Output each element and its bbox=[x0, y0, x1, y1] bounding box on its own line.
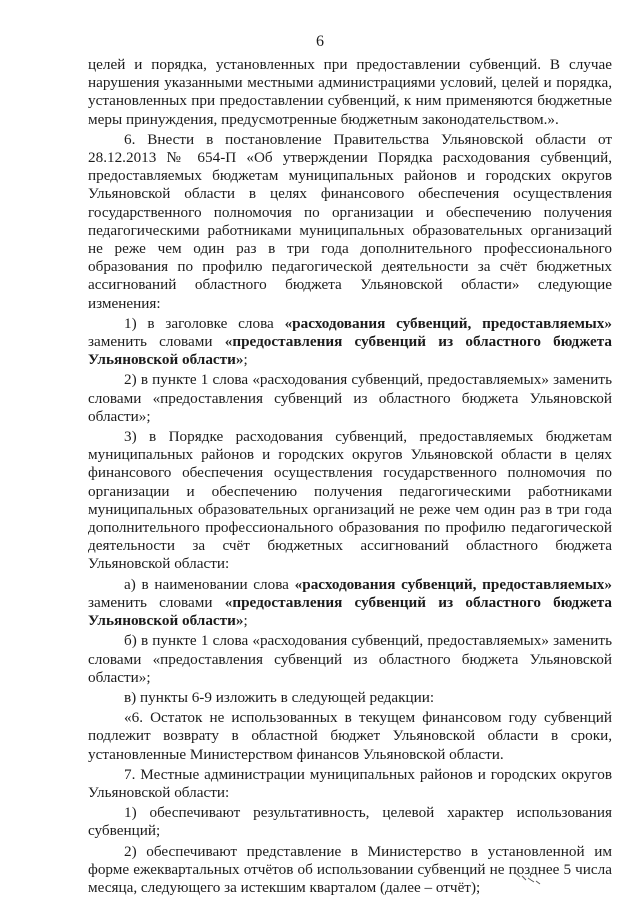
page-number: 6 bbox=[316, 33, 324, 50]
text-fragment: ; bbox=[243, 351, 248, 369]
text-fragment: 1) в заголовке слова bbox=[124, 314, 285, 332]
paragraph-continuation: целей и порядка, установленных при предоставлении субвенций. В случае нарушения указанными местными администрациями условий, целей и порядка, установленных при предоставлении субвенций, к ним применяются бюджетные меры принуждения, предусмотренные бюджетным законодательством.». bbox=[88, 56, 612, 128]
paragraph-change-2: 2) в пункте 1 слова «расходования субвенций, предоставляемых» заменить словами «предоставления субвенций из областного бюджета Ульяновской области»; bbox=[88, 371, 612, 425]
paragraph-point-7: 7. Местные администрации муниципальных районов и городских округов Ульяновской области: bbox=[88, 765, 612, 801]
text-fragment: а) в наименовании слова bbox=[124, 575, 295, 593]
document-body bbox=[88, 56, 612, 897]
paragraph-subpoint-1: 1) обеспечивают результативность, целевой характер использования субвенций; bbox=[88, 804, 612, 840]
margin-mark-icon bbox=[512, 868, 542, 886]
paragraph-change-1 bbox=[88, 315, 612, 370]
text-fragment: ; bbox=[243, 612, 248, 630]
paragraph-change-a bbox=[88, 576, 612, 631]
paragraph-change-3: 3) в Порядке расходования субвенций, предоставляемых бюджетам муниципальных районов и городских округов Ульяновской области в целях финансового обеспечения осуществления государственного полномочия по организации и обеспечению получения педагогическими работниками муниципальных образовательных организаций не реже чем один раз в три года дополнительного профессионального образования по профилю педагогической деятельности за счёт бюджетных ассигнований областного бюджета Ульяновской области: bbox=[88, 428, 612, 573]
paragraph-subpoint-2: 2) обеспечивают представление в Министерство в установленной им форме ежеквартальных отчётов об использовании субвенций не позднее 5 числа месяца, следующего за истекшим кварталом (далее – отчёт); bbox=[88, 842, 612, 896]
paragraph-change-v: в) пункты 6-9 изложить в следующей редакции: bbox=[124, 688, 435, 706]
paragraph-change-b: б) в пункте 1 слова «расходования субвенций, предоставляемых» заменить словами «предоставления субвенций из областного бюджета Ульяновской области»; bbox=[88, 632, 612, 686]
bold-old-words: «расходования субвенций, предоставляемых» bbox=[294, 575, 612, 593]
text-fragment: заменить словами bbox=[88, 333, 225, 351]
paragraph-item-6: 6. Внести в постановление Правительства Ульяновской области от 28.12.2013 № 654-П «Об утверждении Порядка расходования субвенций, предоставляемых бюджетам муниципальных районов и городских округов Ульяновской области в целях финансового обеспечения осуществления государственного полномочия по организации и обеспечению получения педагогическими работниками муниципальных образовательных организаций не реже чем один раз в три года дополнительного профессионального образования по профилю педагогической деятельности за счёт бюджетных ассигнований областного бюджета Ульяновской области» следующие изменения: bbox=[88, 130, 612, 312]
bold-new-words: «предоставления субвенций из областного бюджета Ульяновской области» bbox=[88, 333, 612, 369]
bold-old-words: «расходования субвенций, предоставляемых» bbox=[284, 314, 612, 332]
bold-new-words: «предоставления субвенций из областного бюджета Ульяновской области» bbox=[88, 593, 612, 630]
paragraph-point-6: «6. Остаток не использованных в текущем финансовом году субвенций подлежит возврату в областной бюджет Ульяновской области в сроки, установленные Министерством финансов Ульяновской области. bbox=[88, 709, 612, 763]
text-fragment: заменить словами bbox=[88, 593, 225, 611]
